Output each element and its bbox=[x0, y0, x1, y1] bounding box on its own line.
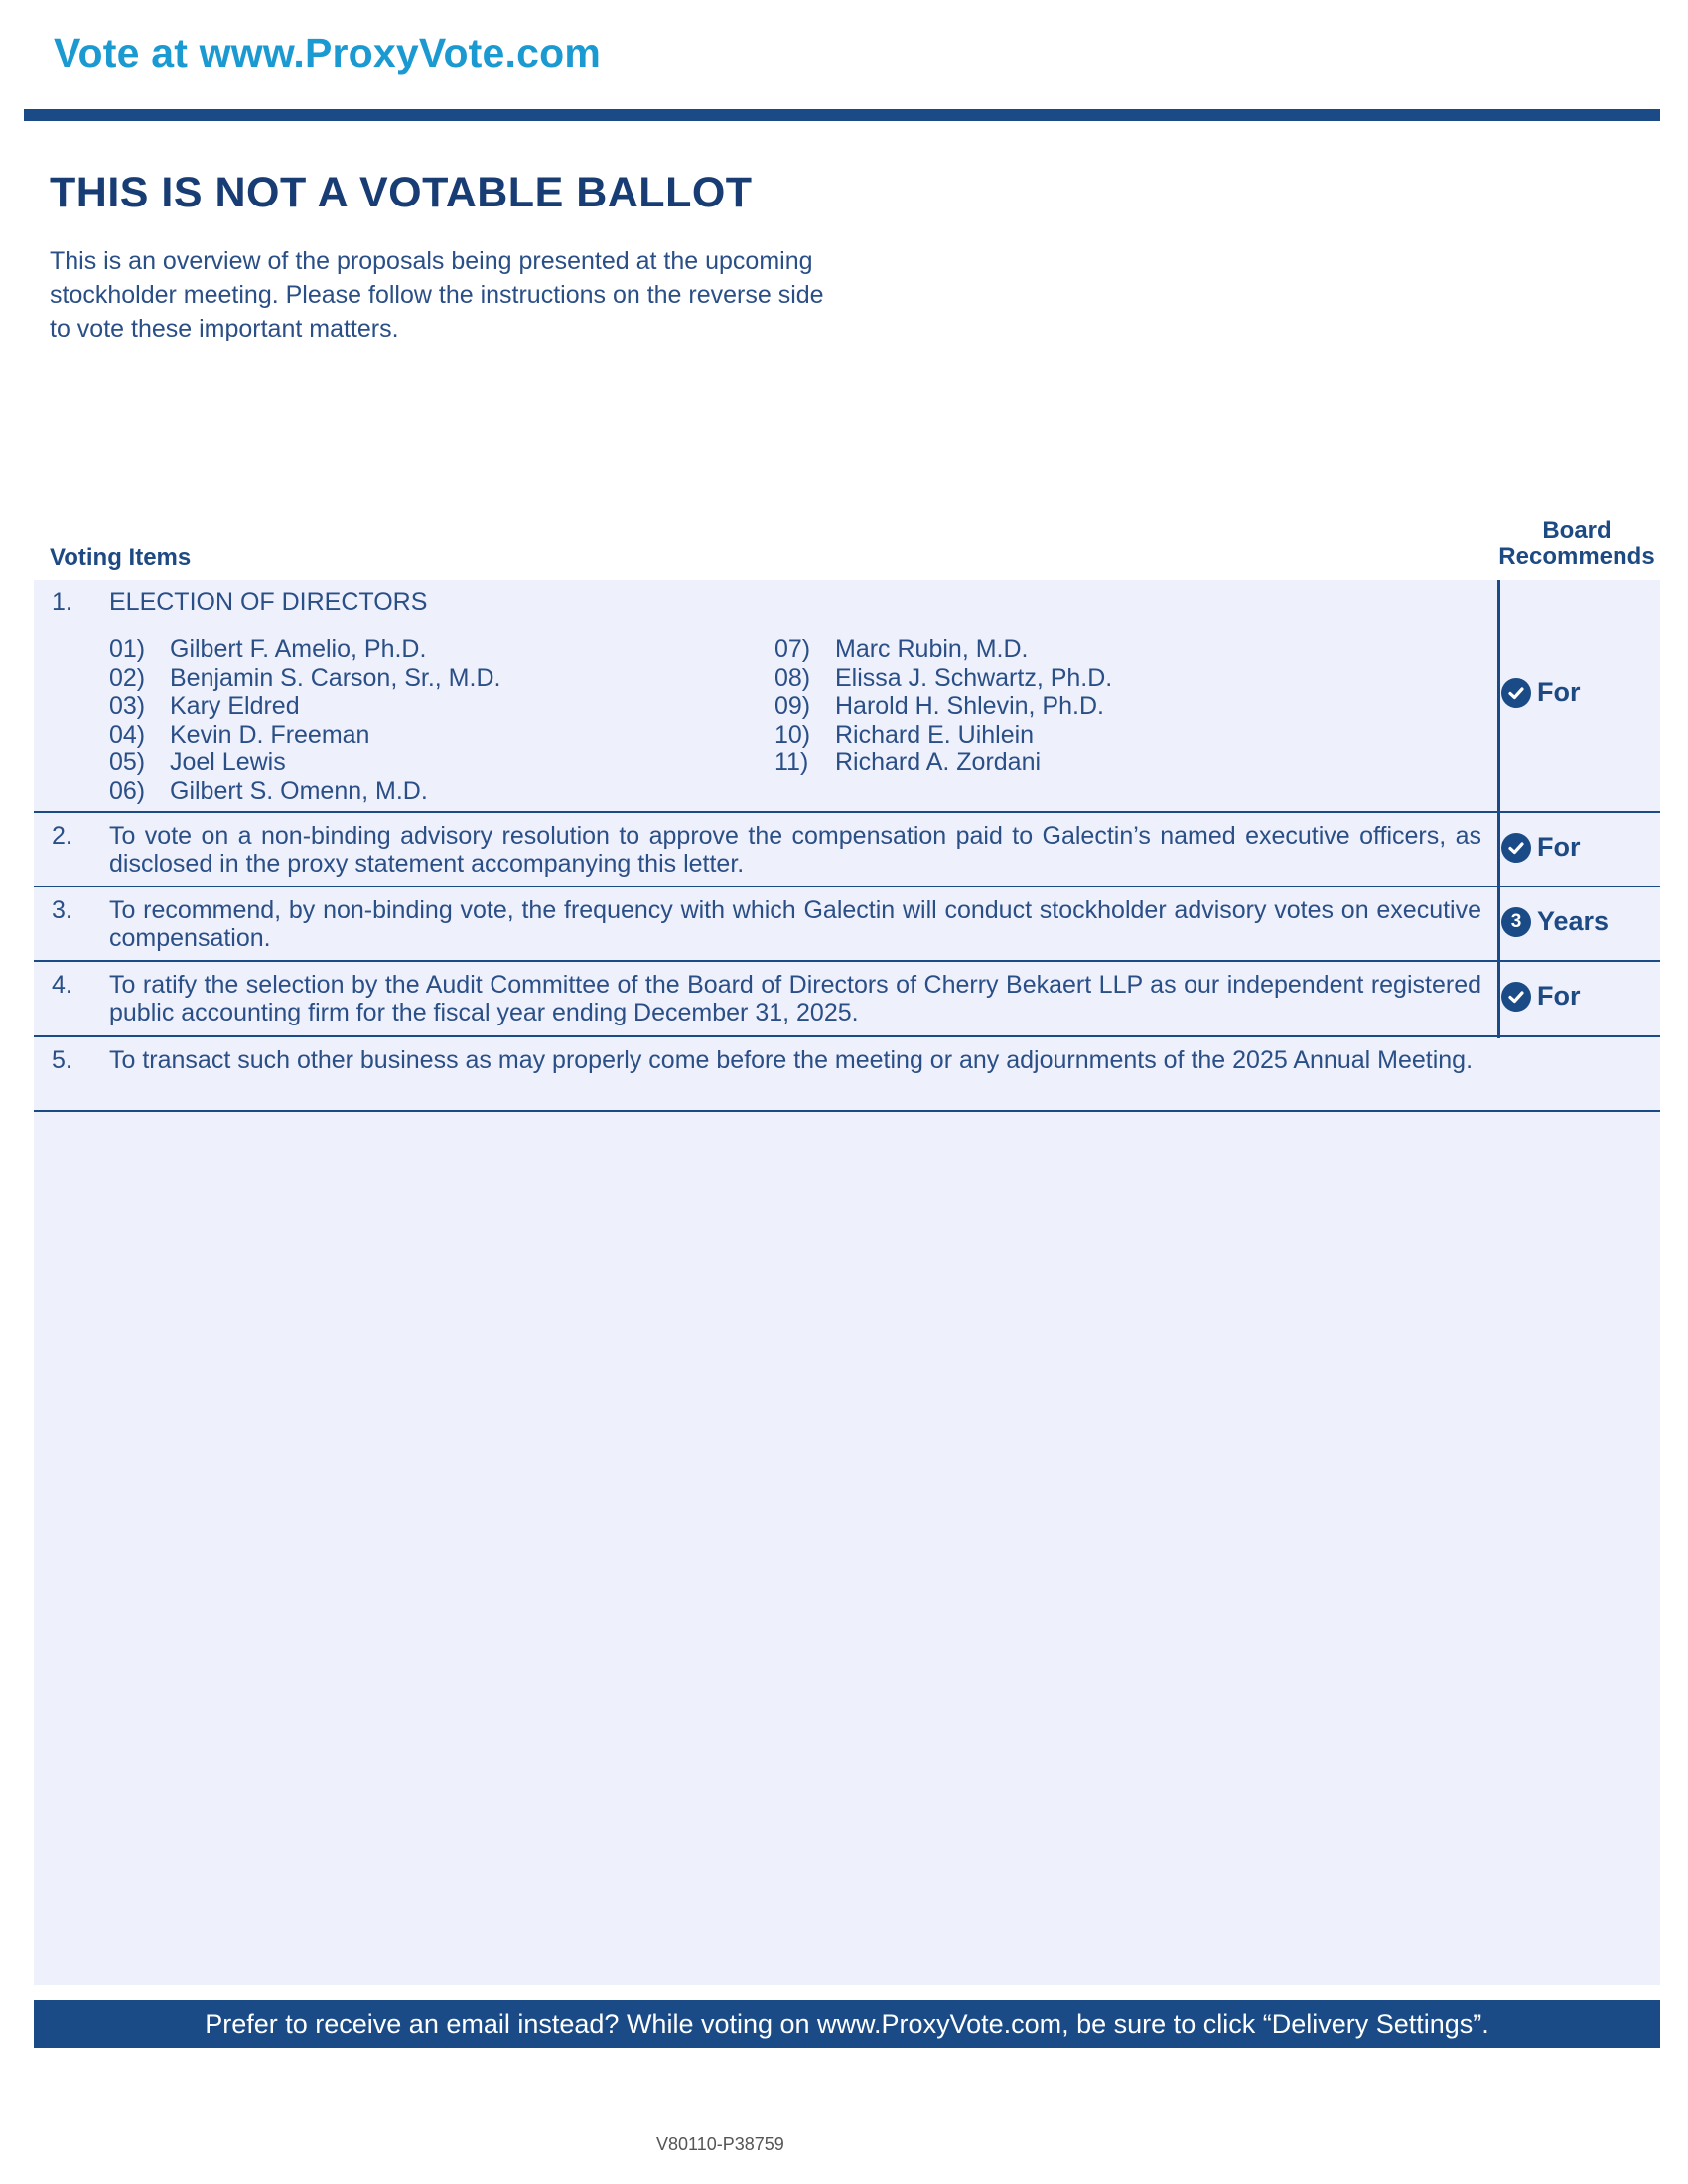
nominee-list-left bbox=[109, 635, 500, 805]
item-4-text: To ratify the selection by the Audit Committee of the Board of Directors of Cherry Bekaert LLP as our independent registered public accounting firm for the fiscal year ending December 31, 2025. bbox=[109, 971, 1481, 1026]
row-divider bbox=[34, 811, 1660, 813]
nominee-number: 01) bbox=[109, 635, 146, 663]
nominee-number: 04) bbox=[109, 720, 146, 749]
nominee-09 bbox=[774, 692, 1112, 721]
nominee-01 bbox=[109, 635, 500, 664]
header-rule bbox=[24, 109, 1660, 121]
nominee-name: Gilbert S. Omenn, M.D. bbox=[170, 776, 428, 805]
board-column-divider bbox=[1497, 580, 1500, 1038]
board-recommends-header bbox=[1493, 518, 1660, 570]
checkmark-icon bbox=[1501, 982, 1531, 1012]
nominee-name: Gilbert F. Amelio, Ph.D. bbox=[170, 635, 427, 663]
site-title: Vote at www.ProxyVote.com bbox=[54, 30, 602, 75]
item-1-number: 1. bbox=[52, 588, 72, 615]
number-three-icon: 3 bbox=[1501, 907, 1531, 937]
page-title: THIS IS NOT A VOTABLE BALLOT bbox=[50, 169, 753, 216]
nominee-number: 11) bbox=[774, 749, 809, 776]
item-2-recommendation bbox=[1501, 832, 1581, 863]
nominee-number: 09) bbox=[774, 692, 811, 720]
item-4-recommendation bbox=[1501, 981, 1581, 1012]
item-3-number: 3. bbox=[52, 896, 72, 924]
checkmark-icon bbox=[1501, 678, 1531, 708]
nominee-02 bbox=[109, 664, 500, 693]
document-code: V80110-P38759 bbox=[656, 2134, 784, 2154]
nominee-number: 06) bbox=[109, 776, 146, 805]
recommendation-label: For bbox=[1537, 677, 1581, 707]
board-recommends-line2: Recommends bbox=[1498, 543, 1655, 570]
nominee-11 bbox=[774, 749, 1112, 777]
nominee-name: Richard E. Uihlein bbox=[835, 720, 1035, 749]
nominee-04 bbox=[109, 721, 500, 750]
nominee-10 bbox=[774, 721, 1112, 750]
row-divider bbox=[34, 886, 1660, 887]
voting-items-header: Voting Items bbox=[50, 544, 192, 571]
row-divider bbox=[34, 1110, 1660, 1112]
item-3-text: To recommend, by non-binding vote, the frequency with which Galectin will conduct stockholder advisory votes on executive compensation. bbox=[109, 896, 1481, 952]
nominee-03 bbox=[109, 692, 500, 721]
item-2-text: To vote on a non-binding advisory resolution to approve the compensation paid to Galectin’s named executive officers, as disclosed in the proxy statement accompanying this letter. bbox=[109, 822, 1481, 878]
nominee-06 bbox=[109, 777, 500, 806]
nominee-name: Richard A. Zordani bbox=[835, 749, 1042, 776]
checkmark-icon bbox=[1501, 833, 1531, 863]
nominee-name: Elissa J. Schwartz, Ph.D. bbox=[835, 663, 1113, 692]
intro-paragraph: This is an overview of the proposals being presented at the upcoming stockholder meeting. Please follow the instructions on the reverse side to vote these important matters. bbox=[50, 247, 824, 342]
nominee-list-right bbox=[774, 635, 1112, 777]
item-1-heading: ELECTION OF DIRECTORS bbox=[109, 588, 428, 615]
recommendation-label: For bbox=[1537, 832, 1581, 862]
nominee-08 bbox=[774, 664, 1112, 693]
nominee-name: Kary Eldred bbox=[170, 692, 300, 720]
nominee-number: 07) bbox=[774, 635, 811, 663]
item-5-text: To transact such other business as may properly come before the meeting or any adjournments of the 2025 Annual Meeting. bbox=[109, 1046, 1474, 1074]
item-3-recommendation bbox=[1501, 906, 1609, 937]
nominee-number: 10) bbox=[774, 720, 811, 749]
recommendation-label: For bbox=[1537, 981, 1581, 1011]
nominee-07 bbox=[774, 635, 1112, 664]
row-divider bbox=[34, 960, 1660, 962]
board-recommends-line1: Board bbox=[1542, 517, 1612, 544]
nominee-name: Harold H. Shlevin, Ph.D. bbox=[835, 692, 1104, 720]
nominee-name: Joel Lewis bbox=[170, 749, 286, 776]
item-1-recommendation bbox=[1501, 677, 1581, 708]
item-4-number: 4. bbox=[52, 971, 72, 999]
nominee-05 bbox=[109, 749, 500, 777]
nominee-name: Marc Rubin, M.D. bbox=[835, 635, 1029, 663]
nominee-number: 08) bbox=[774, 663, 811, 692]
item-5-number: 5. bbox=[52, 1046, 72, 1074]
nominee-number: 03) bbox=[109, 692, 146, 720]
nominee-name: Kevin D. Freeman bbox=[170, 720, 370, 749]
row-divider bbox=[34, 1035, 1660, 1037]
recommendation-label: Years bbox=[1537, 906, 1610, 936]
nominee-number: 05) bbox=[109, 749, 146, 776]
item-2-number: 2. bbox=[52, 822, 72, 850]
nominee-number: 02) bbox=[109, 663, 146, 692]
delivery-settings-banner: Prefer to receive an email instead? While voting on www.ProxyVote.com, be sure to click “Delivery Settings”. bbox=[34, 2000, 1660, 2048]
nominee-name: Benjamin S. Carson, Sr., M.D. bbox=[170, 663, 501, 692]
